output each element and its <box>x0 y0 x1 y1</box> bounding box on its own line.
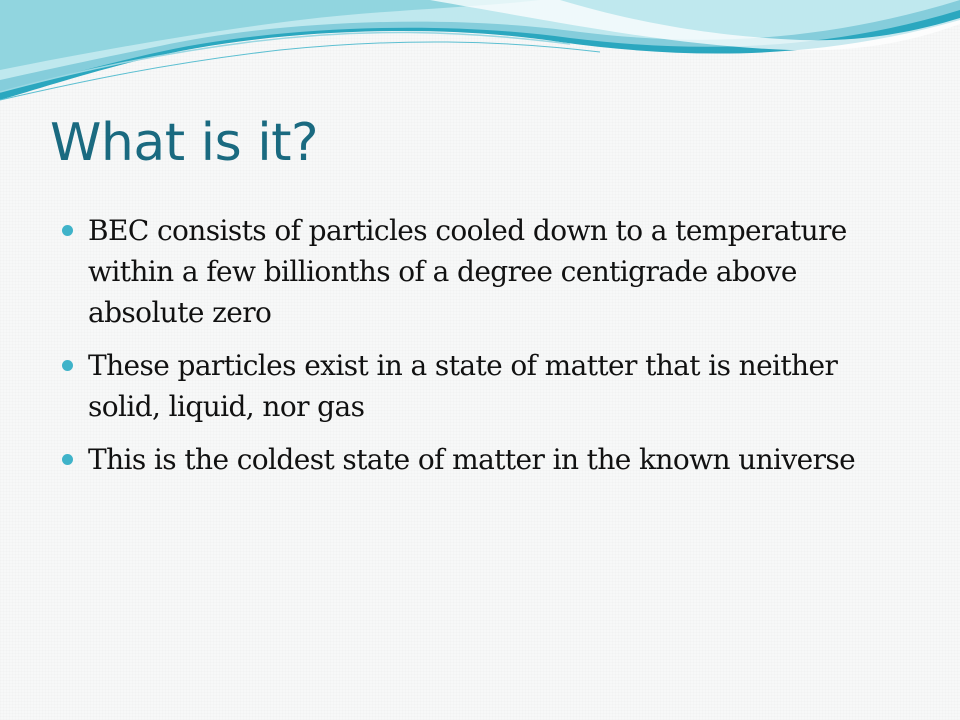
bullet-dot-icon <box>62 454 73 465</box>
bullet-list <box>62 210 912 492</box>
bullet-item <box>62 345 912 427</box>
bullet-text: These particles exist in a state of matter that is neither solid, liquid, nor gas <box>88 349 838 423</box>
header-wave-decoration <box>0 0 960 120</box>
bullet-item <box>62 210 912 333</box>
bullet-text: This is the coldest state of matter in the known universe <box>88 443 856 476</box>
slide-title: What is it? <box>50 113 319 173</box>
bullet-dot-icon <box>62 225 73 236</box>
bullet-dot-icon <box>62 360 73 371</box>
bullet-item <box>62 439 912 480</box>
bullet-text: BEC consists of particles cooled down to a temperature within a few billionths of a degree centigrade above absolute zero <box>88 214 847 329</box>
